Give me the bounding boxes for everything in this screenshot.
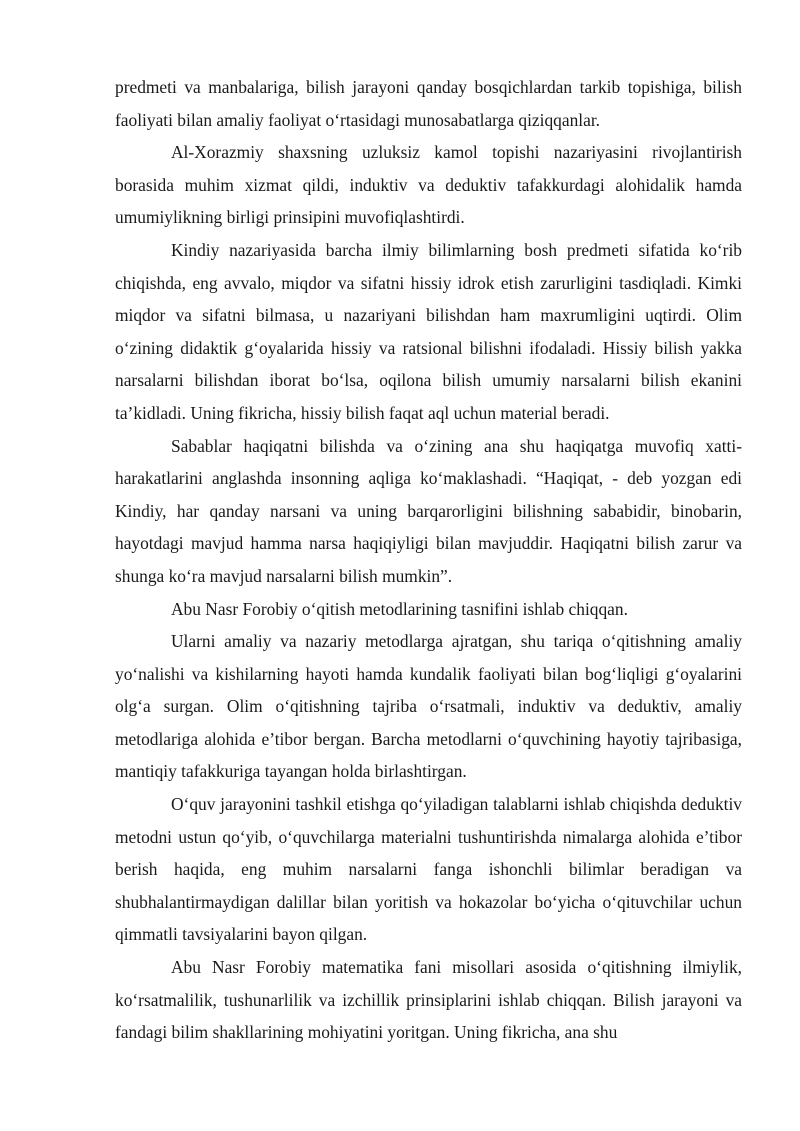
paragraph-3: Kindiy nazariyasida barcha ilmiy bilimlarning bosh predmeti sifatida ko‘rib chiqishda, eng avvalo, miqdor va sifatni hissiy idrok etish zarurligini tasdiqladi. Kimki miqdor va sifatni bilmasa, u nazariyani bilishdan ham maxrumligini uqtirdi. Olim o‘zining didaktik g‘oyalarida hissiy va ratsional bilishni ifodaladi. Hissiy bilish yakka narsalarni bilishdan iborat bo‘lsa, oqilona bilish umumiy narsalarni bilish ekanini ta’kidladi. Uning fikricha, hissiy bilish faqat aql uchun material beradi. — [115, 239, 742, 423]
paragraph-5: Abu Nasr Forobiy o‘qitish metodlarining tasnifini ishlab chiqqan. — [171, 598, 628, 619]
paragraph-1: predmeti va manbalariga, bilish jarayoni qanday bosqichlardan tarkib topishiga, bilish faoliyati bilan amaliy faoliyat o‘rtasidagi munosabatlarga qiziqqanlar. — [115, 77, 742, 130]
paragraph-6: Ularni amaliy va nazariy metodlarga ajratgan, shu tariqa o‘qitishning amaliy yo‘nalishi va kishilarning hayoti hamda kundalik faoliyati bilan bog‘liqligi g‘oyalarini olg‘a surgan. Olim o‘qitishning tajriba o‘rsatmali, induktiv va deduktiv, amaliy metodlariga alohida e’tibor bergan. Barcha metodlarni o‘quvchining hayotiy tajribasiga, mantiqiy tafakkuriga tayangan holda birlashtirgan. — [115, 631, 742, 782]
paragraph-4: Sabablar haqiqatni bilishda va o‘zining ana shu haqiqatga muvofiq xatti-harakatlarini anglashda insonning aqliga ko‘maklashadi. “Haqiqat, - deb yozgan edi Kindiy, har qanday narsani va uning barqarorligini bilishning sababidir, binobarin, hayotdagi mavjud hamma narsa haqiqiyligi bilan mavjuddir. Haqiqatni bilish zarur va shunga ko‘ra mavjud narsalarni bilish mumkin”. — [115, 435, 742, 586]
paragraph-7: O‘quv jarayonini tashkil etishga qo‘yiladigan talablarni ishlab chiqishda deduktiv metodni ustun qo‘yib, o‘quvchilarga materialni tushuntirishda nimalarga alohida e’tibor berish haqida, eng muhim narsalarni fanga ishonchli bilimlar beradigan va shubhalantirmaydigan dalillar bilan yoritish va hokazolar bo‘yicha o‘qituvchilar uchun qimmatli tavsiyalarini bayon qilgan. — [115, 794, 742, 945]
paragraph-2: Al-Xorazmiy shaxsning uzluksiz kamol topishi nazariyasini rivojlantirish borasida muhim xizmat qildi, induktiv va deduktiv tafakkurdagi alohidalik hamda umumiylikning birligi prinsipini muvofiqlashtirdi. — [115, 142, 742, 228]
paragraph-8: Abu Nasr Forobiy matematika fani misollari asosida o‘qitishning ilmiylik, ko‘rsatmalilik, tushunarlilik va izchillik prinsiplarini ishlab chiqqan. Bilish jarayoni va fandagi bilim shakllarining mohiyatini yoritgan. Uning fikricha, ana shu — [115, 957, 742, 1043]
document-body — [115, 71, 742, 1049]
